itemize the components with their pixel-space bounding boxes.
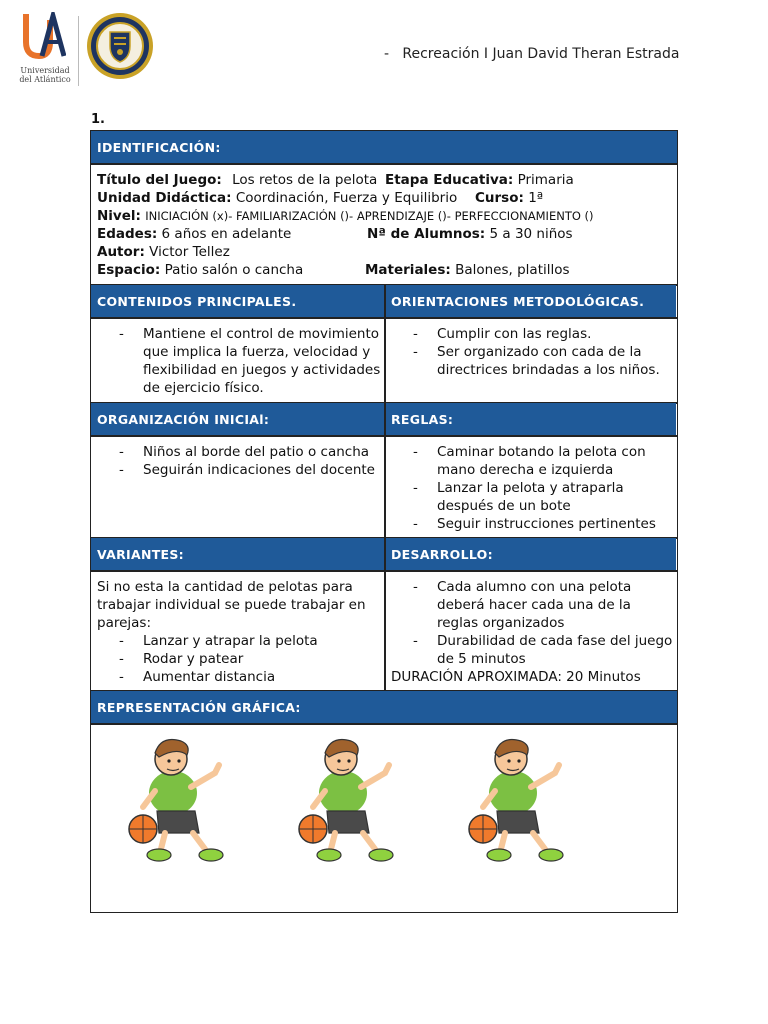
variantes-item: - Aumentar distancia	[97, 668, 381, 686]
unidad-value: Coordinación, Fuerza y Equilibrio	[235, 190, 458, 206]
divider	[91, 163, 677, 165]
alumnos-label: Nª de Alumnos:	[367, 226, 486, 242]
espacio-value: Patio salón o cancha	[164, 262, 304, 278]
desarrollo-header: DESARROLLO:	[385, 538, 676, 570]
autor-label: Autor:	[97, 244, 145, 260]
contenidos-body	[97, 325, 381, 397]
organizacion-body	[97, 443, 381, 479]
seal-icon	[86, 12, 154, 80]
representacion-header: REPRESENTACIÓN GRÁFICA:	[91, 691, 677, 723]
espacio-label: Espacio:	[97, 262, 161, 278]
etapa-value: Primaria	[517, 172, 574, 188]
duracion-aproximada: DURACIÓN APROXIMADA: 20 Minutos	[391, 669, 641, 685]
variantes-header: VARIANTES:	[91, 538, 385, 570]
university-logo	[18, 10, 70, 86]
game-sheet-form	[90, 130, 678, 913]
organizacion-item: - Seguirán indicaciones del docente	[97, 461, 381, 479]
child-dribbling-ball-icon	[269, 731, 437, 867]
identificacion-body	[97, 171, 673, 279]
titulo-label: Título del Juego:	[97, 172, 222, 188]
variantes-item: - Rodar y patear	[97, 650, 381, 668]
reglas-header: REGLAS:	[385, 403, 676, 435]
reglas-item: - Caminar botando la pelota con mano derecha e izquierda	[391, 443, 675, 479]
unidad-label: Unidad Didáctica:	[97, 190, 232, 206]
titulo-value: Los retos de la pelota	[232, 172, 378, 188]
etapa-label: Etapa Educativa:	[385, 172, 514, 188]
logo-divider	[78, 16, 79, 86]
organizacion-item: - Niños al borde del patio o cancha	[97, 443, 381, 461]
desarrollo-body	[391, 578, 675, 686]
orientaciones-header: ORIENTACIONES METODOLÓGICAS.	[385, 285, 676, 317]
child-dribbling-ball-icon	[439, 731, 607, 867]
nivel-label: Nivel:	[97, 208, 141, 224]
edades-label: Edades:	[97, 226, 158, 242]
reglas-item: - Lanzar la pelota y atraparla después de un bote	[391, 479, 675, 515]
representacion-graphics	[91, 731, 676, 871]
divider	[91, 723, 677, 725]
materiales-label: Materiales:	[365, 262, 451, 278]
variantes-body	[97, 578, 381, 686]
edades-value: 6 años en adelante	[161, 226, 292, 242]
reglas-item: - Seguir instrucciones pertinentes	[391, 515, 675, 533]
alumnos-value: 5 a 30 niños	[489, 226, 573, 242]
column-divider	[384, 285, 386, 691]
orientaciones-body	[391, 325, 675, 379]
curso-label: Curso:	[475, 190, 524, 206]
curso-value: 1ª	[528, 190, 544, 206]
materiales-value: Balones, platillos	[455, 262, 570, 278]
variantes-item: - Lanzar y atrapar la pelota	[97, 632, 381, 650]
orientaciones-item: - Ser organizado con cada de la directrices brindadas a los niños.	[391, 343, 675, 379]
contenidos-header: CONTENIDOS PRINCIPALES.	[91, 285, 385, 317]
contenidos-item: - Mantiene el control de movimiento que implica la fuerza, velocidad y flexibilidad en juegos y actividades de ejercicio físico.	[97, 325, 381, 397]
child-dribbling-ball-icon	[99, 731, 267, 867]
organizacion-header: ORGANIZACIÓN INICIAl:	[91, 403, 385, 435]
ua-logo-icon	[22, 12, 66, 60]
reglas-body	[391, 443, 675, 533]
identificacion-header: IDENTIFICACIÓN:	[91, 131, 677, 163]
desarrollo-item: - Cada alumno con una pelota deberá hacer cada una de la reglas organizados	[391, 578, 675, 632]
orientaciones-item: - Cumplir con las reglas.	[391, 325, 675, 343]
header-logos	[18, 10, 158, 90]
nivel-value: INICIACIÓN (x)- FAMILIARIZACIÓN ()- APRENDIZAJE ()- PERFECCIONAMIENTO ()	[145, 209, 594, 223]
header-title: - Recreación I Juan David Theran Estrada	[384, 46, 680, 62]
variantes-intro: Si no esta la cantidad de pelotas para trabajar individual se puede trabajar en parejas:	[97, 579, 366, 631]
section-number: 1.	[91, 112, 105, 127]
desarrollo-item: - Durabilidad de cada fase del juego de 5 minutos	[391, 632, 675, 668]
autor-value: Victor Tellez	[149, 244, 230, 260]
university-name: Universidad del Atlántico	[19, 66, 71, 84]
